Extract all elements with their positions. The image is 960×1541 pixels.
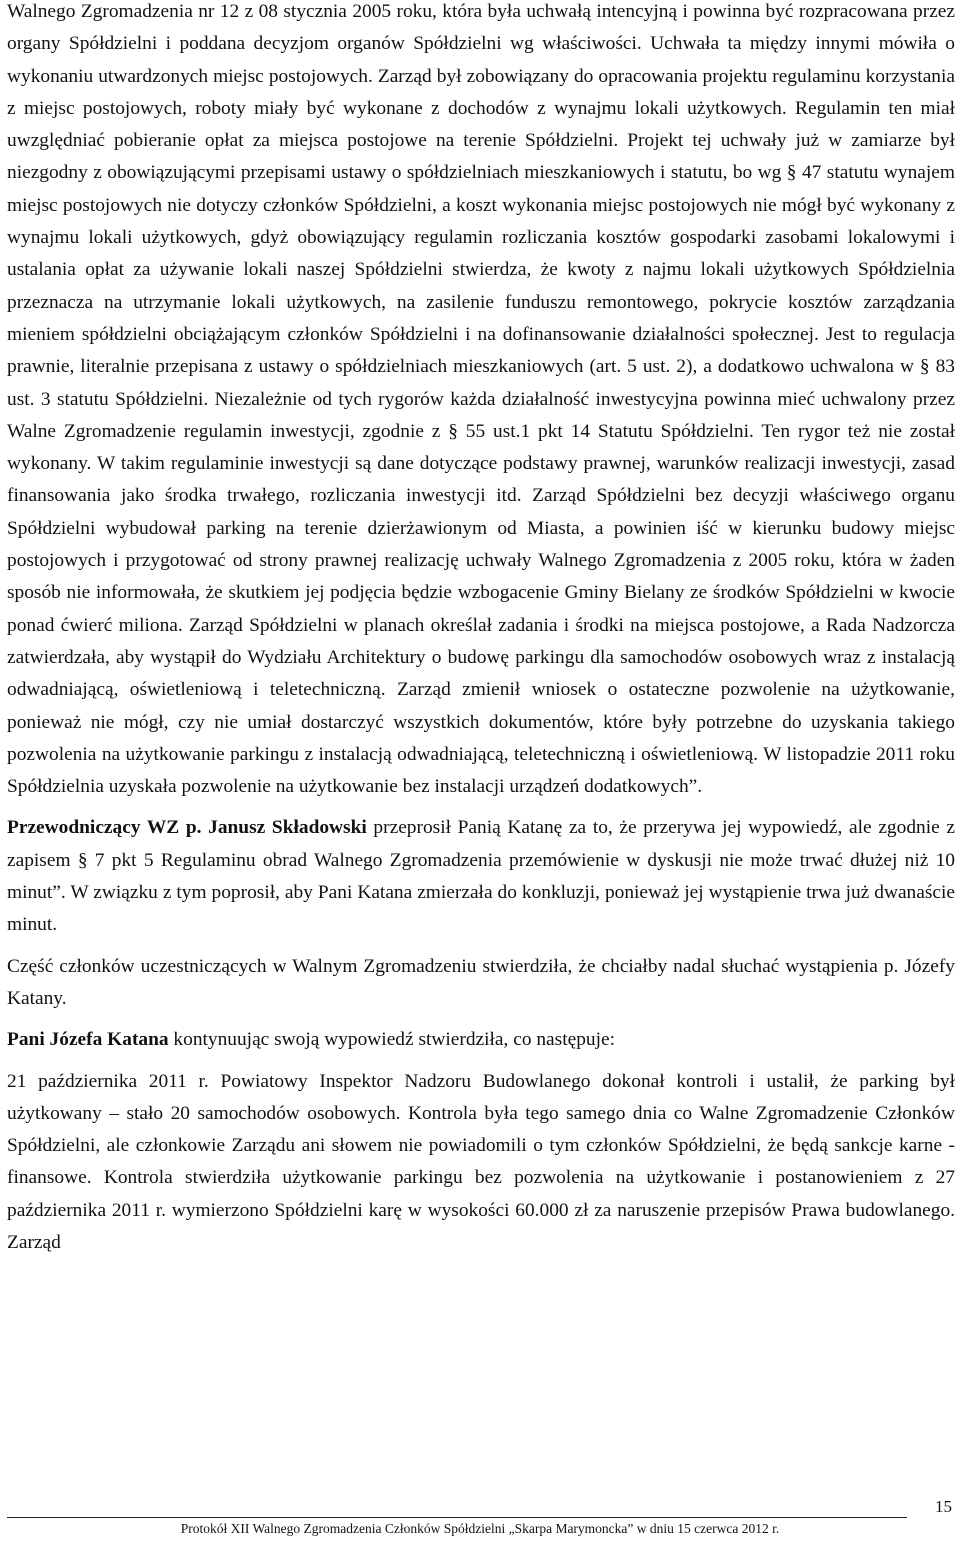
paragraph-3 bbox=[7, 951, 955, 1016]
page-number: 15 bbox=[935, 1497, 952, 1516]
paragraph-3-text: Część członków uczestniczących w Walnym Zgromadzeniu stwierdziła, że chciałby nadal słuchać wystąpienia p. Józefy Katany. bbox=[7, 955, 955, 1009]
paragraph-4 bbox=[7, 1024, 955, 1056]
footer-text: Protokół XII Walnego Zgromadzenia Członków Spółdzielni „Skarpa Marymoncka” w dniu 15 czerwca 2012 r. bbox=[180, 1521, 780, 1536]
paragraph-5 bbox=[7, 1066, 955, 1260]
paragraph-4-speaker: Pani Józefa Katana bbox=[7, 1029, 169, 1051]
paragraph-2-speaker: Przewodniczący WZ p. Janusz Składowski bbox=[7, 817, 367, 839]
paragraph-5-text: 21 października 2011 r. Powiatowy Inspektor Nadzoru Budowlanego dokonał kontroli i ustalił, że parking był użytkowany – stało 20 samochodów osobowych. Kontrola była tego samego dnia co Walne Zgromadzenie Członków Spółdzielni, ale członkowie Zarządu ani słowem nie powiadomili o tym członków Spółdzielni, że będą sankcje karne - finansowe. Kontrola stwierdziła użytkowanie parkingu bez pozwolenia na użytkowanie i postanowieniem z 27 października 2011 r. wymierzono Spółdzielni karę w wysokości 60.000 zł za naruszenie przepisów Prawa budowlanego. Zarząd bbox=[7, 1070, 955, 1253]
paragraph-2 bbox=[7, 812, 955, 941]
document-body bbox=[7, 0, 955, 1259]
paragraph-4-text: kontynuując swoją wypowiedź stwierdziła, co następuje: bbox=[168, 1029, 615, 1051]
paragraph-1 bbox=[7, 0, 955, 803]
paragraph-2-text: przeprosił Panią Katanę za to, że przerywa jej wypowiedź, ale zgodnie z zapisem § 7 pkt 5 Regulaminu obrad Walnego Zgromadzenia przemówienie w dyskusji nie może trwać dłużej niż 10 minut”. W związku z tym poprosił, aby Pani Katana zmierzała do konkluzji, ponieważ jej wystąpienie trwa już dwanaście minut. bbox=[7, 817, 955, 936]
paragraph-1-text: Walnego Zgromadzenia nr 12 z 08 stycznia 2005 roku, która była uchwałą intencyjną i powinna być rozpracowana przez organy Spółdzielni i poddana decyzjom organów Spółdzielni wg właściwości. Uchwała ta między innymi mówiła o wykonaniu utwardzonych miejsc postojowych. Zarząd był zobowiązany do opracowania projektu regulaminu korzystania z miejsc postojowych, roboty miały być wykonane z dochodów z wynajmu lokali użytkowych. Regulamin ten miał uwzględniać pobieranie opłat za miejsca postojowe na terenie Spółdzielni. Projekt tej uchwały już w zamiarze był niezgodny z obowiązującymi przepisami ustawy o spółdzielniach mieszkaniowych i statutu, bo wg § 47 statutu wynajem miejsc postojowych nie dotyczy członków Spółdzielni, a koszt wykonania miejsc postojowych nie mógł być wykonany z wynajmu lokali użytkowych, gdyż obowiązujący regulamin rozliczania kosztów gospodarki zasobami lokalowymi i ustalania opłat za używanie lokali naszej Spółdzielni stwierdza, że kwoty z najmu lokali użytkowych Spółdzielnia przeznacza na utrzymanie lokali użytkowych, na zasilenie funduszu remontowego, pokrycie kosztów zarządzania mieniem spółdzielni obciążającym członków Spółdzielni i na dofinansowanie działalności społecznej. Jest to regulacja prawnie, literalnie przepisana z ustawy o spółdzielniach mieszkaniowych (art. 5 ust. 2), a dodatkowo uchwalona w § 83 ust. 3 statutu Spółdzielni. Niezależnie od tych rygorów każda działalność inwestycyjna powinna mieć uchwalony przez Walne Zgromadzenie regulamin inwestycji, zgodnie z § 55 ust.1 pkt 14 Statutu Spółdzielni. Ten rygor też nie został wykonany. W takim regulaminie inwestycji są dane dotyczące podstawy prawnej, warunków realizacji inwestycji, zasad finansowania jako środka trwałego, rozliczania inwestycji itd. Zarząd Spółdzielni bez decyzji właściwego organu Spółdzielni wybudował parking na terenie dzierżawionym od Miasta, a powinien iść w kierunku budowy miejsc postojowych i przygotować od strony prawnej realizację uchwały Walnego Zgromadzenia z 2005 roku, która w żaden sposób nie informowała, że skutkiem jej podjęcia będzie wzbogacenie Gminy Bielany ze środków Spółdzielni w kwocie ponad ćwierć miliona. Zarząd Spółdzielni w planach określał zadania i środki na miejsca postojowe, a Rada Nadzorcza zatwierdzała, aby wystąpił do Wydziału Architektury o budowę parkingu dla samochodów osobowych wraz z instalacją odwadniającą, oświetleniową i teletechniczną. Zarząd zmienił wniosek o ostateczne pozwolenie na użytkowanie, ponieważ nie mógł, czy nie umiał dostarczyć wszystkich dokumentów, które były potrzebne do uzyskania takiego pozwolenia na użytkowanie parkingu z instalacją odwadniającą, teletechniczną i oświetleniową. W listopadzie 2011 roku Spółdzielnia uzyskała pozwolenie na użytkowanie bez instalacji urządzeń dodatkowych”. bbox=[7, 1, 955, 798]
footer-divider bbox=[7, 1517, 907, 1518]
